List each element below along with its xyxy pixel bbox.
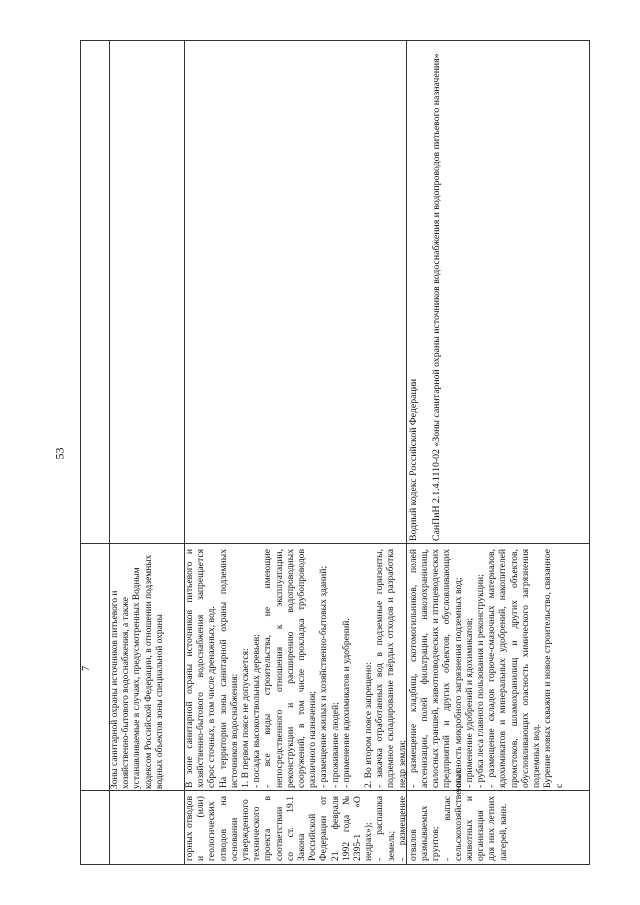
restriction-line: - размещение жилых и хозяйственно-бытовых зданий; (318, 565, 330, 788)
legal-basis-line: СанПиН 2.1.4.1110-02 «Зоны санитарной охраны источников водоснабжения и водопроводов питьевого назначения» (430, 53, 442, 541)
regulation-table (80, 40, 590, 865)
restriction-line: 1. В первом поясе не допускается: (240, 648, 252, 788)
prev-row-line: горных отводов и (или) геологических отводов на основании утвержденного технического проекта в соответствии со ст. 19.1 Закона Российской Федерации от 21 февраля 1992 года № 2395-1 «О недрах»); (184, 796, 375, 861)
restriction-line: - применение ядохимикатов и удобрений. (340, 618, 352, 788)
restriction-line: На территории зоны санитарной охраны подземных источников водоснабжения: (217, 549, 240, 788)
row-number: 7 (81, 666, 92, 671)
restriction-line: - все виды строительства, не имеющие непосредственного отношения к эксплуатации, реконструкции и расширению водопроводных сооружений, в том числе прокладка трубопроводов различного назначения; (262, 549, 319, 788)
restriction-line: - закачка отработанных вод в подземные горизонты, подземное складирование твёрдых отходов и разработка недр земли; (374, 549, 408, 788)
restriction-line: - проживание людей; (329, 702, 341, 788)
restriction-line: - размещение кладбищ, скотомогильников, полей ассенизации, полей фильтрации, навозохранилищ, силосных траншей, животноводческих и птицеводческих предприятий и других объектов, обусловливающих опасность микробного загрязнения подземных вод; (407, 549, 464, 788)
restrictions-text (183, 545, 565, 792)
restriction-line: - рубка леса главного пользования и реконструкции; (475, 574, 487, 788)
legal-basis-line: Водный кодекс Российской Федерации (408, 378, 419, 541)
prev-row-line: - распашка земель; (374, 796, 397, 861)
legal-basis (405, 40, 590, 545)
prev-row-line: - размещение отвалов размываемых грунтов; (396, 796, 442, 861)
restriction-line: - размещение складов горюче-смазочных материалов, ядохимикатов и минеральных удобрений, накопителей промстоков, шламохранилищ и других объектов, обусловливающих опасность химического загрязнения подземных вод. (486, 549, 543, 788)
prev-row-restrictions (183, 768, 509, 865)
restriction-line: - посадка высокоствольных деревьев; (251, 634, 263, 788)
restriction-line: 2. Во втором поясе запрещено: (363, 662, 375, 788)
zone-title-text: Зоны санитарной охраны источников питьевого и хозяйственно-бытового водоснабжения, а также устанавливаемые в случаях, предусмотренных Водным кодексом Российской Федерации, в отношении подземных водных объектов зоны специальной охраны (110, 554, 165, 789)
page-number: 53 (52, 447, 67, 460)
restriction-line: Бурение новых скважин и новое строительство, связанное с (542, 549, 565, 788)
restriction-line: - применение удобрений и ядохимикатов; (463, 617, 475, 788)
prev-row-line: - выпас сельскохозяйственных животных и организация для них летних лагерей, ванн. (441, 768, 509, 861)
restriction-line: В зоне санитарной охраны источников питьевого и хозяйственно-бытового водоснабжения запрещается сброс сточных, в том числе дренажных, вод. (184, 549, 218, 788)
zone-title (108, 545, 183, 792)
